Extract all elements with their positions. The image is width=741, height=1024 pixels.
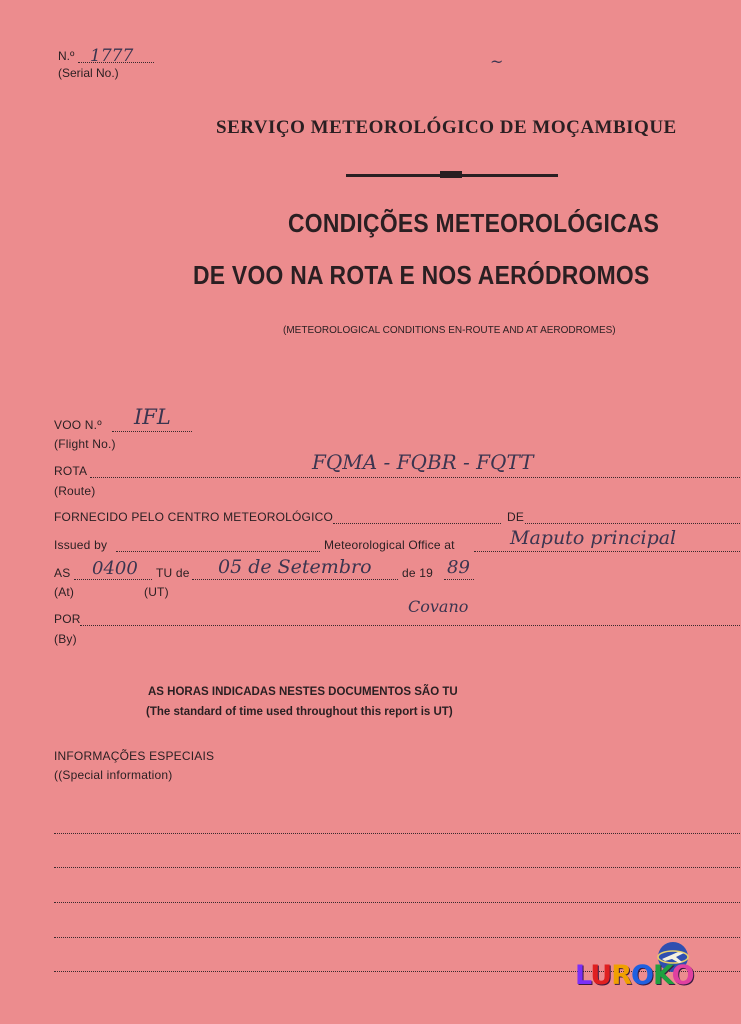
as-label: AS bbox=[54, 566, 71, 580]
serial-sublabel: (Serial No.) bbox=[58, 66, 119, 80]
by-sublabel: (By) bbox=[54, 632, 77, 646]
serial-value: 1777 bbox=[90, 46, 134, 66]
de-label: DE bbox=[507, 510, 525, 524]
ut-sublabel: (UT) bbox=[144, 585, 169, 599]
year-dotted-line bbox=[444, 579, 474, 580]
corner-mark: ~ bbox=[490, 52, 504, 71]
special-line-4 bbox=[54, 937, 741, 938]
issued-dotted-line bbox=[116, 551, 320, 552]
voo-value: IFL bbox=[134, 405, 171, 429]
special-sublabel: ((Special information) bbox=[54, 768, 173, 782]
serial-label: N.º bbox=[58, 49, 75, 63]
special-line-3 bbox=[54, 902, 741, 903]
fornecido-dotted-line bbox=[333, 523, 501, 524]
voo-sublabel: (Flight No.) bbox=[54, 437, 116, 451]
fornecido-label: FORNECIDO PELO CENTRO METEOROLÓGICO bbox=[54, 510, 334, 524]
office-label: Meteorological Office at bbox=[324, 538, 455, 552]
tu-de-label: TU de bbox=[156, 566, 190, 580]
date-dotted-line bbox=[192, 579, 398, 580]
por-value: Covano bbox=[408, 597, 469, 616]
time-dotted-line bbox=[74, 579, 152, 580]
por-label: POR bbox=[54, 612, 81, 626]
time-value: 0400 bbox=[92, 558, 138, 579]
notice-line2: (The standard of time used throughout this report is UT) bbox=[146, 706, 453, 718]
de-dotted-line bbox=[525, 523, 741, 524]
rota-value: FQMA - FQBR - FQTT bbox=[312, 450, 534, 474]
por-dotted-line bbox=[80, 625, 741, 626]
rota-label: ROTA bbox=[54, 464, 88, 478]
service-title: SERVIÇO METEOROLÓGICO DE MOÇAMBIQUE bbox=[216, 117, 677, 138]
watermark-text: LUROKO bbox=[575, 960, 694, 991]
rota-sublabel: (Route) bbox=[54, 484, 96, 498]
watermark-logo bbox=[575, 960, 694, 991]
at-sublabel: (At) bbox=[54, 585, 75, 599]
form-subtitle: (METEOROLOGICAL CONDITIONS EN-ROUTE AND AT AERODROMES) bbox=[283, 325, 616, 336]
special-line-2 bbox=[54, 867, 741, 868]
divider-ornament bbox=[440, 171, 462, 178]
year-value: 89 bbox=[447, 557, 470, 578]
office-value: Maputo principal bbox=[510, 527, 677, 549]
voo-dotted-line bbox=[112, 431, 192, 432]
issued-label: Issued by bbox=[54, 538, 108, 552]
date-value: 05 de Setembro bbox=[218, 556, 372, 578]
form-title-line2: DE VOO NA ROTA E NOS AERÓDROMOS bbox=[193, 260, 650, 290]
office-dotted-line bbox=[474, 551, 741, 552]
form-title-line1: CONDIÇÕES METEOROLÓGICAS bbox=[288, 208, 660, 238]
special-line-1 bbox=[54, 833, 741, 834]
special-label: INFORMAÇÕES ESPECIAIS bbox=[54, 749, 215, 763]
notice-line1: AS HORAS INDICADAS NESTES DOCUMENTOS SÃO TU bbox=[148, 686, 458, 698]
rota-dotted-line bbox=[90, 477, 741, 478]
de19-label: de 19 bbox=[402, 566, 434, 580]
voo-label: VOO N.º bbox=[54, 418, 102, 432]
